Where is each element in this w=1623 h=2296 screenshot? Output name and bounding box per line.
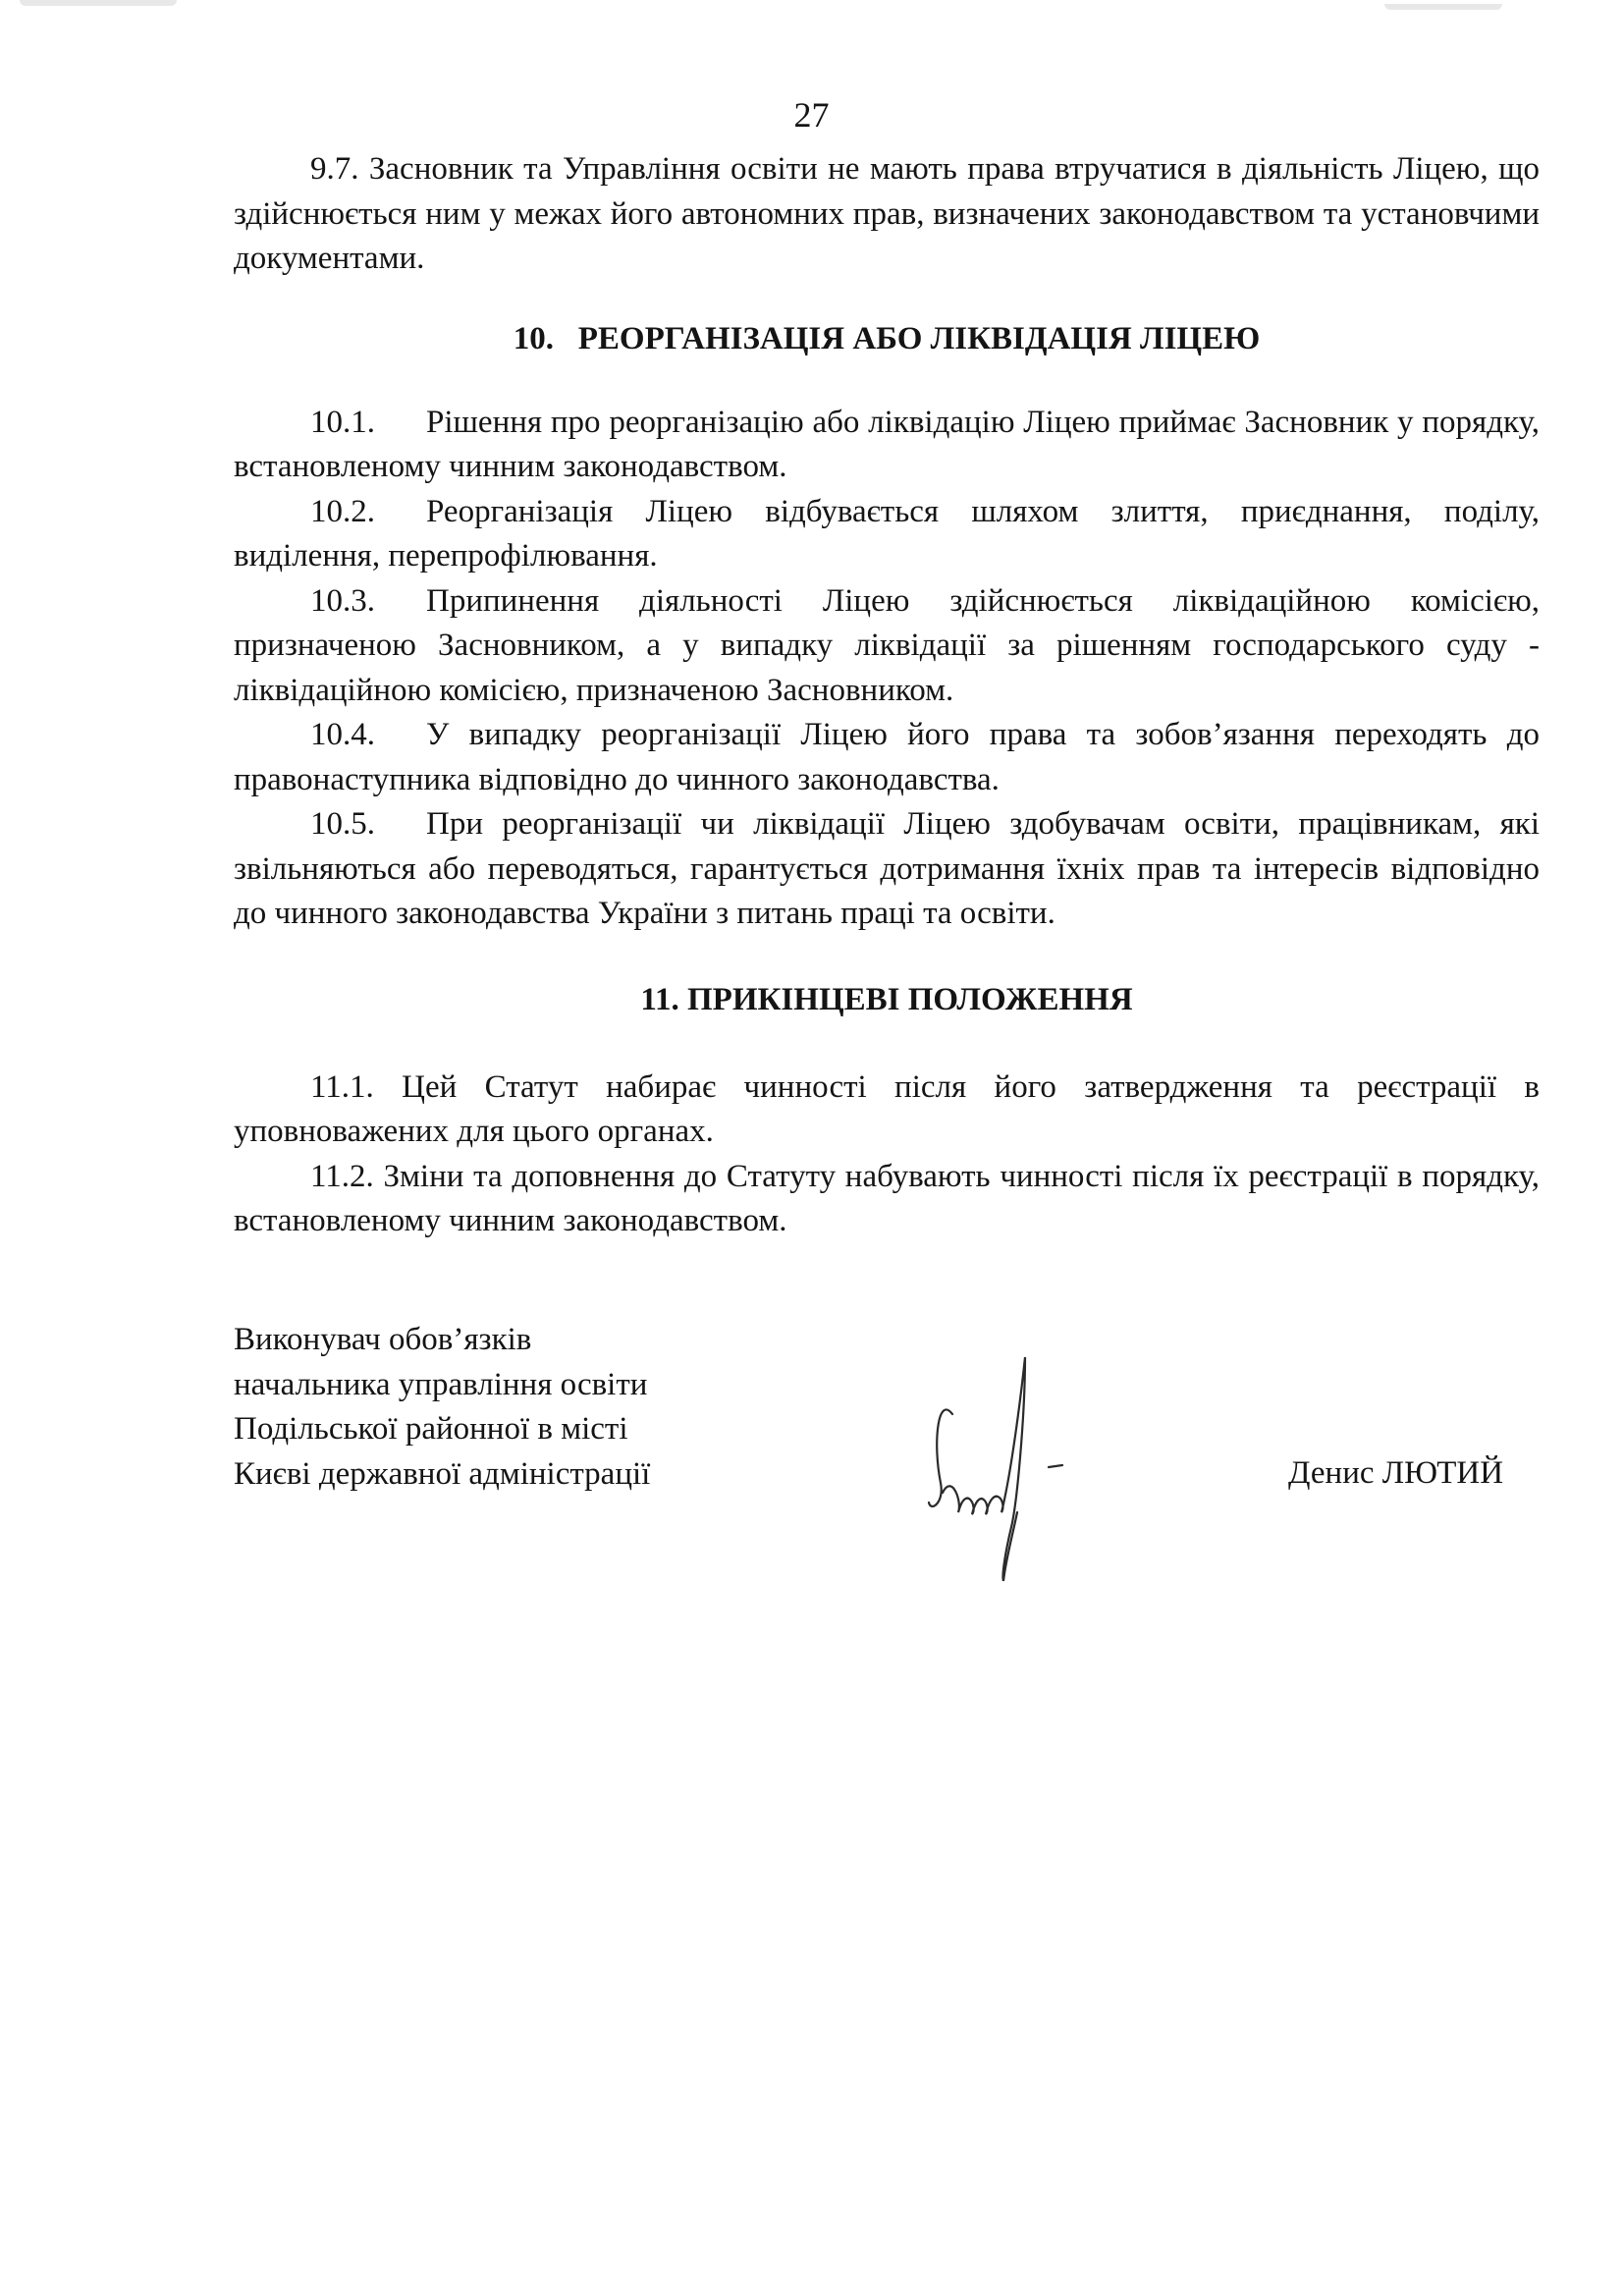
position-line: Виконувач обов’язків <box>234 1322 532 1357</box>
clause-10-2 <box>234 490 1540 579</box>
clause-10-3 <box>234 579 1540 714</box>
signatory-name: Денис ЛЮТИЙ <box>1288 1455 1504 1491</box>
paragraph-9-7: 9.7. Засновник та Управління освіти не мають права втручатися в діяльність Ліцею, що здійснюється ним у межах його автономних прав, визначених законодавством та установчими документами. <box>234 151 1540 276</box>
section-10-heading: 10. РЕОРГАНІЗАЦІЯ АБО ЛІКВІДАЦІЯ ЛІЦЕЮ <box>513 320 1261 356</box>
clause-number: 10.4. <box>310 717 375 752</box>
clause-11-1 <box>234 1066 1540 1155</box>
clause-number: 11.1. <box>310 1068 374 1105</box>
clause-number: 10.2. <box>310 493 375 529</box>
clause-10-5 <box>234 802 1540 937</box>
clause-number: 10.5. <box>310 806 375 842</box>
clause-text: Рішення про реорганізацію або ліквідацію Ліцею приймає Засновник у порядку, встановленому чинним законодавством. <box>234 404 1540 484</box>
position-line: Подільської районної в місті <box>234 1411 628 1447</box>
document-body <box>234 147 1540 1244</box>
clause-number: 10.1. <box>310 404 375 440</box>
clause-text: Зміни та доповнення до Статуту набувають чинності після їх реєстрації в порядку, встановленому чинним законодавством. <box>234 1158 1541 1238</box>
position-line: Києві державної адміністрації <box>234 1455 651 1492</box>
section-11-heading: 11. ПРИКІНЦЕВІ ПОЛОЖЕННЯ <box>640 981 1133 1017</box>
page-number: 27 <box>793 95 830 135</box>
clause-10-1 <box>234 401 1540 490</box>
clause-number: 11.2. <box>310 1158 374 1194</box>
clause-text: Припинення діяльності Ліцею здійснюється ліквідаційною комісією, призначеною Засновником, а у випадку ліквідації за рішенням господарського суду - ліквідаційною комісією, призначеною Засновником. <box>234 582 1540 708</box>
position-line: начальника управління освіти <box>234 1366 648 1402</box>
clause-text: Цей Статут набирає чинності після його затвердження та реєстрації в уповноважених для цього органах. <box>234 1068 1541 1149</box>
handwritten-signature-icon <box>923 1355 1119 1581</box>
scan-artifact <box>20 0 177 6</box>
clause-10-4 <box>234 713 1540 802</box>
signatory-position <box>234 1318 650 1497</box>
clause-text: При реорганізації чи ліквідації Ліцею здобувачам освіти, працівникам, які звільняються або переводяться, гарантується дотримання їхніх прав та інтересів відповідно до чинного законодавства України з питань праці та освіти. <box>234 806 1540 931</box>
scan-artifact <box>1384 4 1502 10</box>
clause-11-2 <box>234 1155 1540 1244</box>
clause-text: У випадку реорганізації Ліцею його права та зобов’язання переходять до правонаступника відповідно до чинного законодавства. <box>234 717 1540 797</box>
clause-number: 10.3. <box>310 582 375 619</box>
clause-text: Реорганізація Ліцею відбувається шляхом злиття, приєднання, поділу, виділення, перепрофілювання. <box>234 493 1540 574</box>
